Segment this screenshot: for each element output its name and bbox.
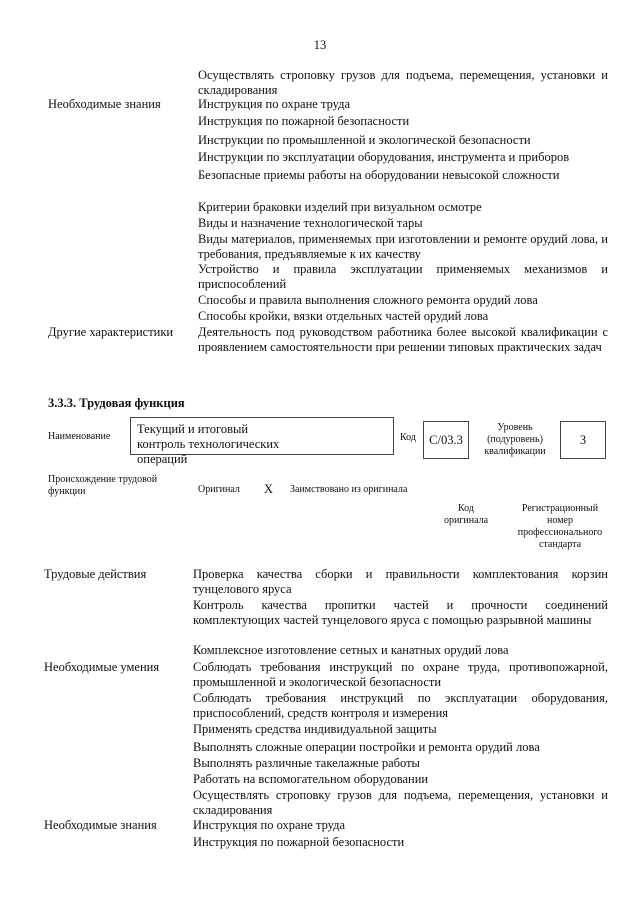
code-label: Код xyxy=(400,432,416,443)
list-item: Способы кройки, вязки отдельных частей орудий лова xyxy=(198,309,489,323)
code-original-label: Код оригинала xyxy=(443,503,489,526)
level-label: Уровень (подуровень) квалификации xyxy=(484,422,546,457)
list-item: Безопасные приемы работы на оборудовании невысокой сложности xyxy=(198,168,560,182)
section-title: 3.3.3. Трудовая функция xyxy=(48,396,185,410)
skills-label: Необходимые умения xyxy=(44,660,160,674)
list-item: Инструкции по эксплуатации оборудования, инструмента и приборов xyxy=(198,150,570,164)
list-item: Инструкция по пожарной безопасности xyxy=(198,114,410,128)
name-value: Текущий и итоговый контроль технологических операций xyxy=(137,422,280,466)
list-item: Критерии браковки изделий при визуальном осмотре xyxy=(198,200,482,214)
list-item: Осуществлять строповку грузов для подъема, перемещения, установки и складирования xyxy=(198,68,608,97)
page-number: 13 xyxy=(313,38,327,52)
name-value-box xyxy=(130,417,394,466)
actions-label: Трудовые действия xyxy=(44,567,147,581)
list-item: Инструкция по охране труда xyxy=(193,818,346,832)
list-item: Выполнять различные такелажные работы xyxy=(193,756,420,770)
list-item: Применять средства индивидуальной защиты xyxy=(193,722,437,736)
level-value: 3 xyxy=(560,421,606,459)
borrowed-label: Заимствовано из оригинала xyxy=(290,484,408,495)
list-item: Виды материалов, применяемых при изготовлении и ремонте орудий лова, и требования, предъявляемые к их качеству xyxy=(198,232,608,261)
origin-label: Происхождение трудовой функции xyxy=(48,474,158,497)
other-label: Другие характеристики xyxy=(48,325,174,339)
list-item: Соблюдать требования инструкций по охране труда, противопожарной, промышленной и экологической безопасности xyxy=(193,660,608,689)
knowledge-label-2: Необходимые знания xyxy=(44,818,157,832)
list-item: Инструкции по промышленной и экологической безопасности xyxy=(198,133,531,147)
list-item: Соблюдать требования инструкций по эксплуатации оборудования, приспособлений, средств контроля и измерения xyxy=(193,691,608,720)
list-item: Работать на вспомогательном оборудовании xyxy=(193,772,429,786)
original-mark: X xyxy=(264,482,274,496)
list-item: Проверка качества сборки и правильности комплектования корзин тунцелового яруса xyxy=(193,567,608,596)
code-value: С/03.3 xyxy=(423,421,469,459)
list-item: Инструкция по охране труда xyxy=(198,97,351,111)
knowledge-label: Необходимые знания xyxy=(48,97,161,111)
original-label: Оригинал xyxy=(198,484,240,495)
list-item: Инструкция по пожарной безопасности xyxy=(193,835,405,849)
reg-number-label: Регистрационный номер профессионального стандарта xyxy=(517,503,603,550)
list-item: Устройство и правила эксплуатации применяемых механизмов и приспособлений xyxy=(198,262,608,291)
list-item: Комплексное изготовление сетных и канатных орудий лова xyxy=(193,643,509,657)
other-characteristics: Деятельность под руководством работника более высокой квалификации с проявлением самостоятельности при решении типовых практических задач xyxy=(198,325,608,354)
name-label: Наименование xyxy=(48,431,111,442)
list-item: Выполнять сложные операции постройки и ремонта орудий лова xyxy=(193,740,540,754)
list-item: Осуществлять строповку грузов для подъема, перемещения, установки и складирования xyxy=(193,788,608,817)
list-item: Контроль качества пропитки частей и прочности соединений комплектующих частей тунцелового яруса с помощью разрывной машины xyxy=(193,598,608,627)
list-item: Способы и правила выполнения сложного ремонта орудий лова xyxy=(198,293,538,307)
list-item: Виды и назначение технологической тары xyxy=(198,216,423,230)
